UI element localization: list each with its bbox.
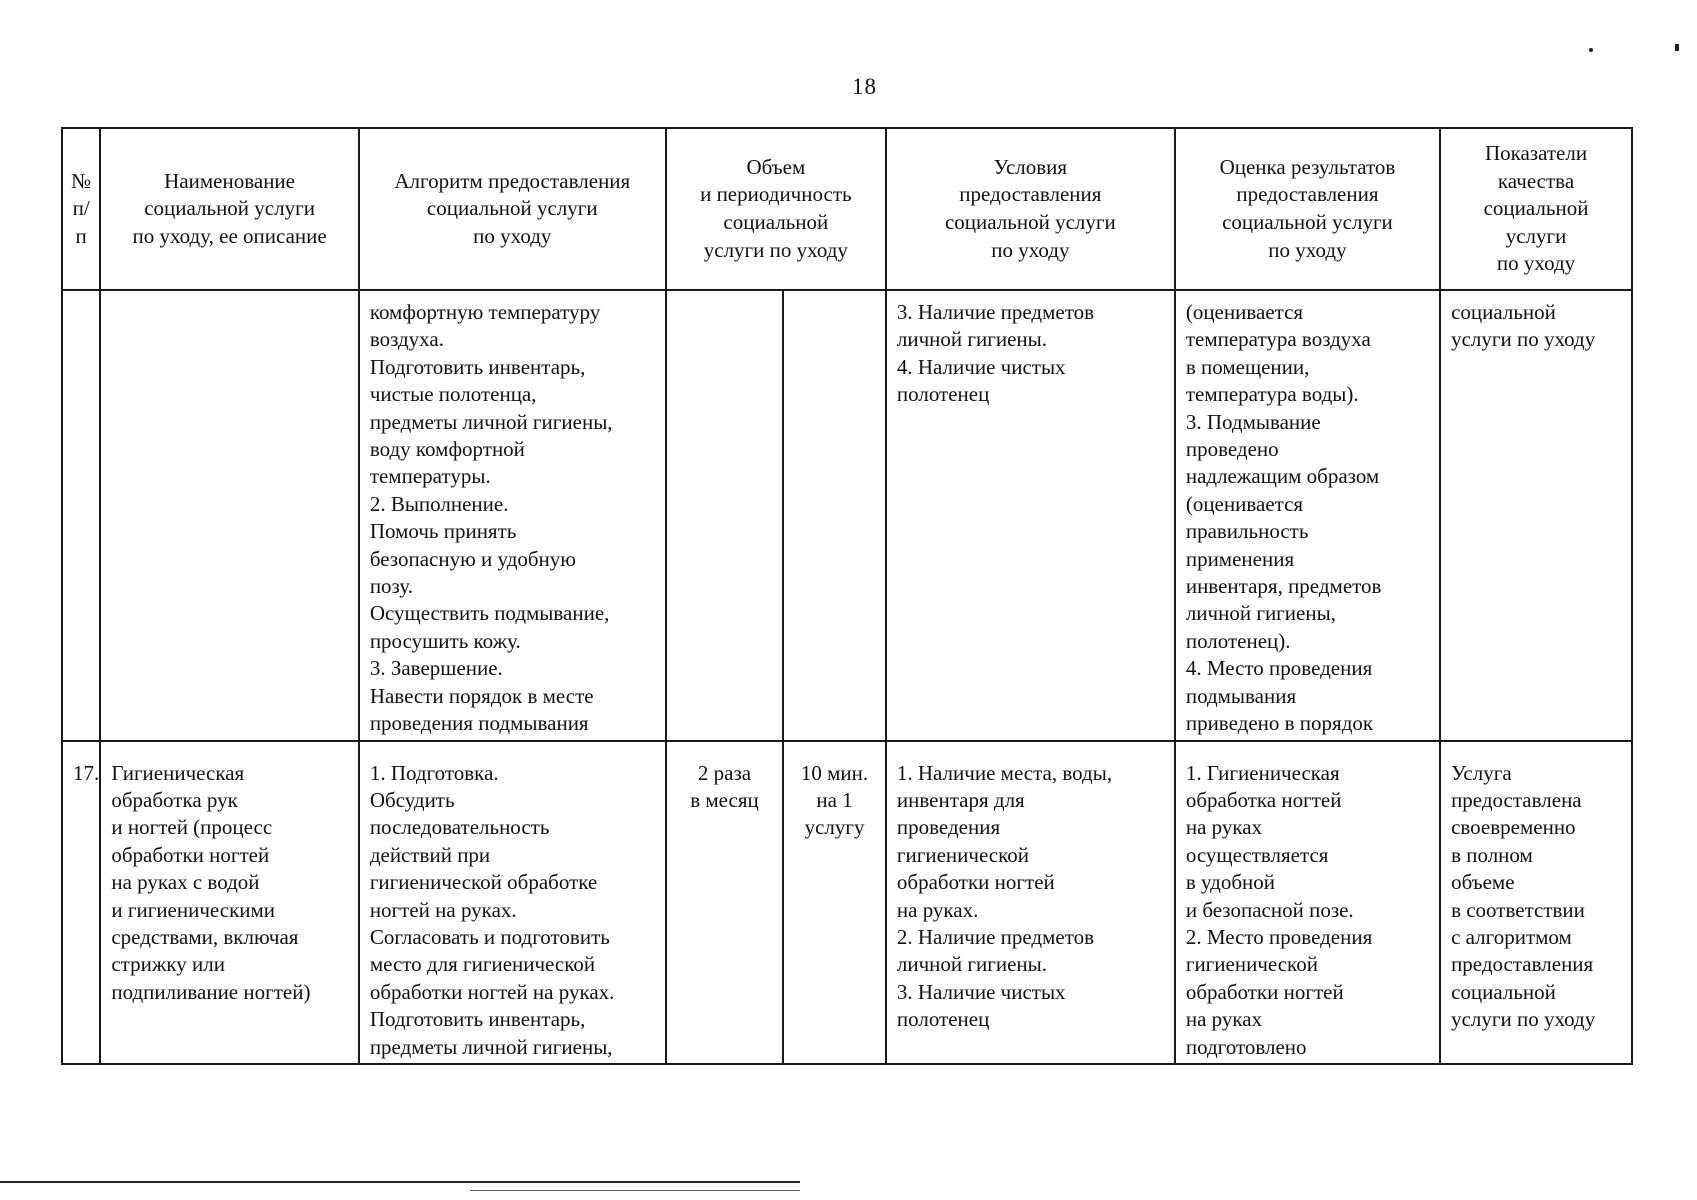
header-algorithm: Алгоритм предоставления социальной услуги по уходу: [359, 128, 666, 290]
scan-speck: [1675, 44, 1679, 51]
header-number: № п/п: [62, 128, 100, 290]
header-service-name: Наименование социальной услуги по уходу, ее описание: [100, 128, 358, 290]
cell-quality: социальной услуги по уходу: [1440, 290, 1632, 741]
scan-speck: [1589, 48, 1593, 52]
cell-conditions: 3. Наличие предметов личной гигиены. 4. Наличие чистых полотенец: [886, 290, 1175, 741]
footer-rule-faint: [470, 1190, 800, 1191]
header-volume-frequency: Объем и периодичность социальной услуги по уходу: [666, 128, 886, 290]
cell-duration: [783, 290, 886, 741]
cell-evaluation: 1. Гигиеническая обработка ногтей на руках осуществляется в удобной и безопасной позе. 2. Место проведения гигиенической обработки ногтей на руках подготовлено: [1175, 741, 1440, 1064]
services-table: [61, 127, 1633, 1065]
table-header-row: [62, 128, 1632, 290]
cell-quality: Услуга предоставлена своевременно в полном объеме в соответствии с алгоритмом предоставления социальной услуги по уходу: [1440, 741, 1632, 1064]
table-row: [62, 741, 1632, 1064]
header-evaluation: Оценка результатов предоставления социальной услуги по уходу: [1175, 128, 1440, 290]
header-conditions: Условия предоставления социальной услуги по уходу: [886, 128, 1175, 290]
cell-service-name: Гигиеническая обработка рук и ногтей (процесс обработки ногтей на руках с водой и гигиеническими средствами, включая стрижку или подпиливание ногтей): [100, 741, 358, 1064]
cell-conditions: 1. Наличие места, воды, инвентаря для проведения гигиенической обработки ногтей на руках. 2. Наличие предметов личной гигиены. 3. Наличие чистых полотенец: [886, 741, 1175, 1064]
footer-rule: [0, 1181, 800, 1183]
cell-evaluation: (оценивается температура воздуха в помещении, температура воды). 3. Подмывание проведено надлежащим образом (оценивается правильность применения инвентаря, предметов личной гигиены, полотенец). 4. Место проведения подмывания приведено в порядок: [1175, 290, 1440, 741]
table-row: [62, 290, 1632, 741]
cell-number: 17.: [62, 741, 100, 1064]
cell-service-name: [100, 290, 358, 741]
page-number: 18: [852, 74, 877, 99]
cell-algorithm: комфортную температуру воздуха. Подготовить инвентарь, чистые полотенца, предметы личной гигиены, воду комфортной температуры. 2. Выполнение. Помочь принять безопасную и удобную позу. Осуществить подмывание, просушить кожу. 3. Завершение. Навести порядок в месте проведения подмывания: [359, 290, 666, 741]
cell-number: [62, 290, 100, 741]
cell-frequency: 2 раза в месяц: [666, 741, 783, 1064]
cell-algorithm: 1. Подготовка. Обсудить последовательность действий при гигиенической обработке ногтей на руках. Согласовать и подготовить место для гигиенической обработки ногтей на руках. Подготовить инвентарь, предметы личной гигиены,: [359, 741, 666, 1064]
header-quality: Показатели качества социальной услуги по уходу: [1440, 128, 1632, 290]
scan-specks: [1577, 40, 1697, 60]
cell-duration: 10 мин. на 1 услугу: [783, 741, 886, 1064]
cell-frequency: [666, 290, 783, 741]
